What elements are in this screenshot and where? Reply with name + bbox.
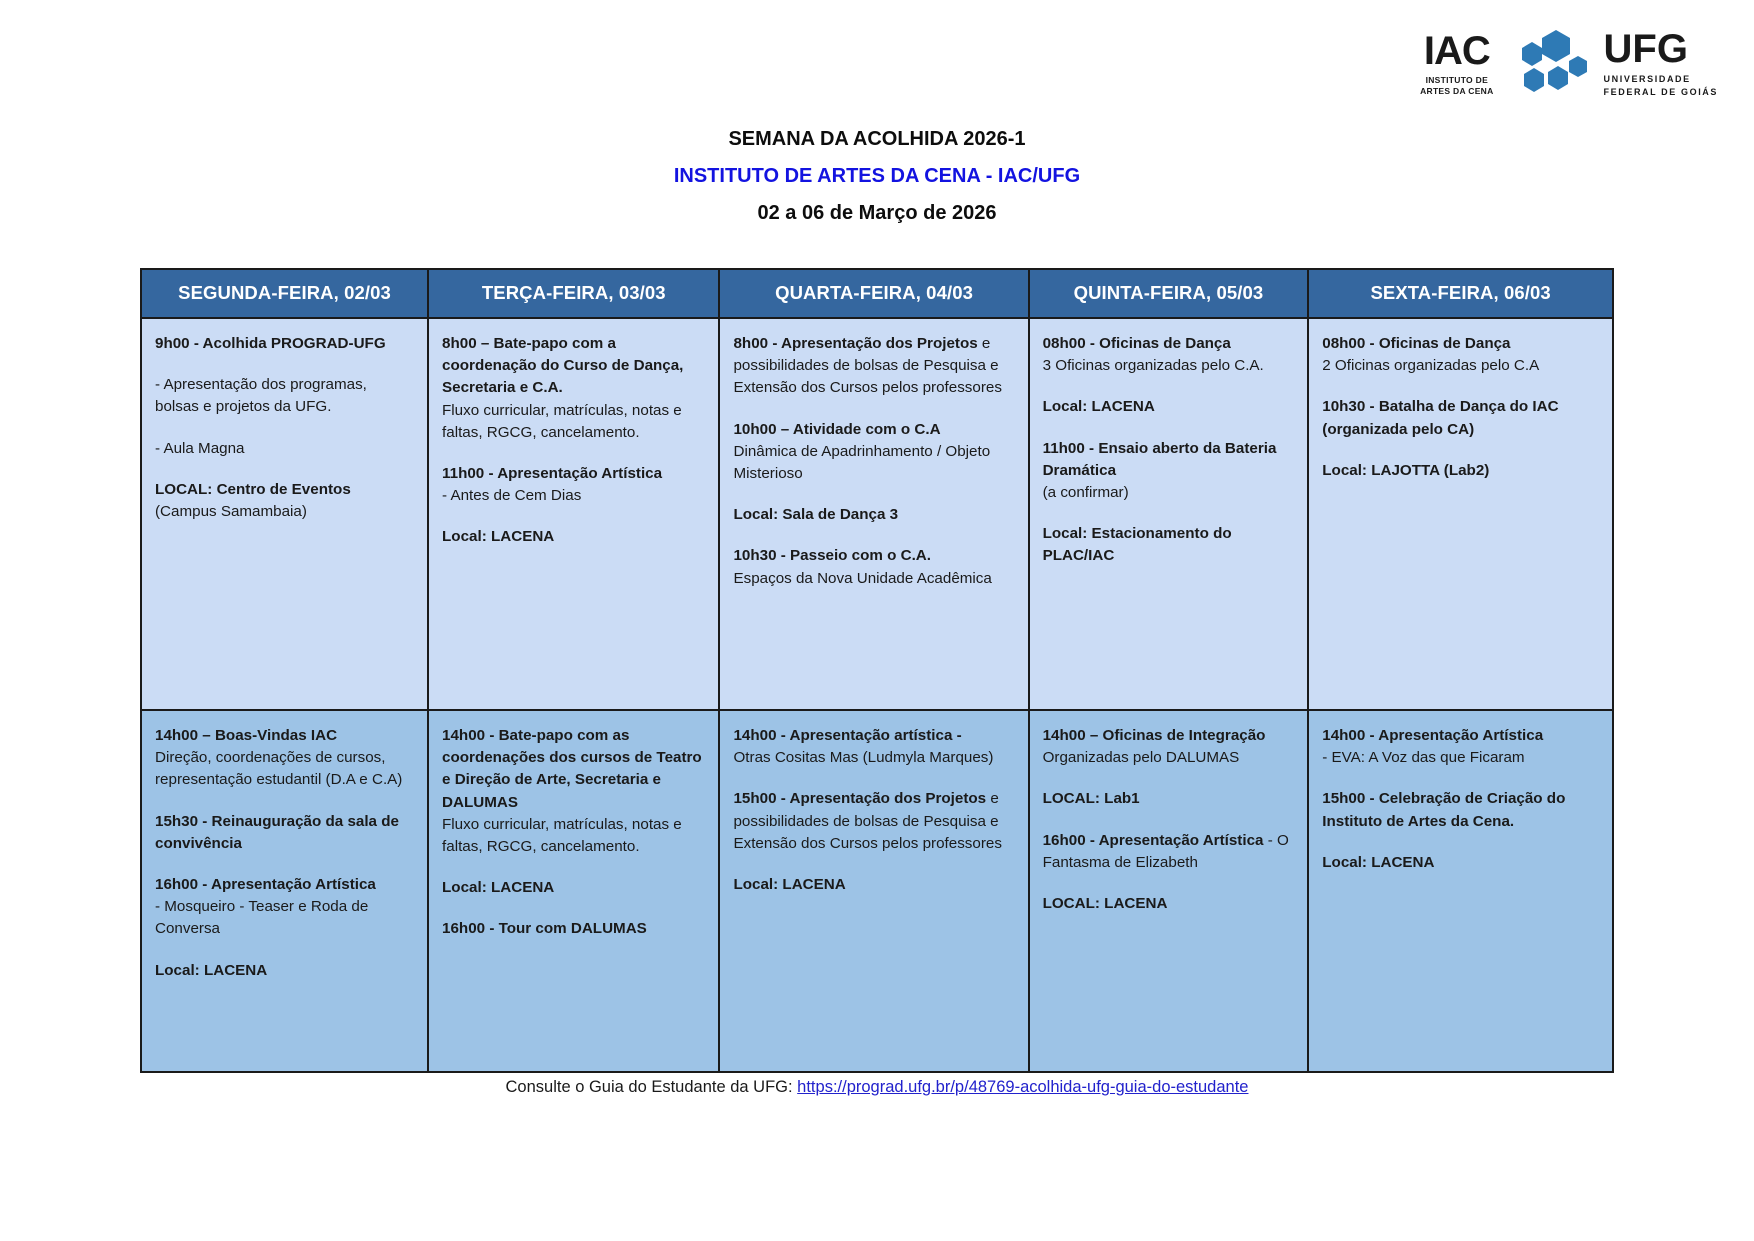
entry-detail: Otras Cositas Mas (Ludmyla Marques) [733,749,994,767]
entry-detail: (Campus Samambaia) [155,502,307,520]
entry-detail: - EVA: A Voz das que Ficaram [1322,749,1525,767]
entry-title: Local: LACENA [1322,853,1435,871]
schedule-entry [1043,523,1295,567]
cell-tuesday-morning [428,318,719,710]
schedule-entry [442,918,705,940]
schedule-entry [155,438,414,460]
entry-detail: Espaços da Nova Unidade Acadêmica [733,569,992,587]
schedule-entry [442,333,705,444]
schedule-entry [1322,852,1599,874]
cell-thursday-morning [1029,318,1309,710]
entry-detail: (a confirmar) [1042,483,1129,501]
page-subtitle-institute: INSTITUTO DE ARTES DA CENA - IAC/UFG [673,165,1081,187]
entry-detail: 3 Oficinas organizadas pelo C.A. [1042,357,1264,375]
schedule-entry [733,419,1014,486]
entry-detail: Organizadas pelo DALUMAS [1042,749,1240,767]
entry-title: LOCAL: Centro de Eventos [155,480,351,498]
schedule-entry [733,333,1014,400]
schedule-entry [1043,830,1295,874]
footer-text: Consulte o Guia do Estudante da UFG: [505,1078,798,1096]
schedule-entry [1043,333,1295,377]
entry-title: 11h00 - Ensaio aberto da Bateria Dramática [1042,439,1277,479]
schedule-entry [1322,460,1599,482]
iac-logo [1420,28,1494,96]
day-header-friday: SEXTA-FEIRA, 06/03 [1308,269,1613,318]
cell-wednesday-morning [719,318,1028,710]
entry-title: 08h00 - Oficinas de Dança [1322,335,1511,352]
entry-title: Local: Sala de Dança 3 [733,506,899,524]
schedule-entry [1043,396,1295,418]
schedule-entry [442,526,705,548]
schedule-entry [442,877,705,899]
cell-monday-morning [141,318,428,710]
schedule-entry [442,463,705,507]
header-logos [1420,28,1718,99]
entry-title: 14h00 – Oficinas de Integração [1042,727,1266,744]
entry-title: Local: LACENA [442,879,555,897]
iac-logo-subtitle-line2: ARTES DA CENA [1420,85,1494,96]
entry-title: 10h30 - Batalha de Dança do IAC (organizada pelo CA) [1322,398,1559,438]
entry-title: 14h00 - Apresentação artística - [733,727,962,744]
entry-title: 16h00 - Apresentação Artística [1042,831,1264,849]
entry-title: 10h00 – Atividade com o C.A [733,420,941,438]
entry-title: 16h00 - Apresentação Artística [155,875,376,893]
entry-detail: Direção, coordenações de cursos, representação estudantil (D.A e C.A) [155,749,403,789]
entry-title: Local: LACENA [155,961,268,979]
page-title: SEMANA DA ACOLHIDA 2026-1 [728,128,1026,150]
schedule-entry [155,333,414,355]
schedule-row-morning [141,318,1613,710]
entry-title: 14h00 - Bate-papo com as coordenações dos cursos de Teatro e Direção de Arte, Secretaria e DALUMAS [442,727,702,811]
page-title-block [0,128,1754,225]
entry-title: Local: LACENA [733,875,846,893]
schedule-entry [155,374,414,418]
entry-title: 8h00 - Apresentação dos Projetos [733,335,978,352]
iac-logo-subtitle [1420,75,1493,96]
entry-detail: 2 Oficinas organizadas pelo C.A [1322,357,1540,375]
ufg-logo-subtitle-line2: FEDERAL DE GOIÁS [1603,86,1718,97]
entry-detail: - Mosqueiro - Teaser e Roda de Conversa [155,898,369,938]
schedule-entry [733,504,1014,526]
entry-title: LOCAL: Lab1 [1042,790,1140,808]
cell-friday-afternoon [1308,710,1613,1072]
entry-title: 14h00 – Boas-Vindas IAC [155,727,338,744]
ufg-logo [1516,28,1718,99]
entry-detail: - O Fantasma de Elizabeth [1042,831,1289,871]
entry-detail: Fluxo curricular, matrículas, notas e faltas, RGCG, cancelamento. [442,815,682,855]
cell-monday-afternoon [141,710,428,1072]
schedule-header-row [141,269,1613,318]
schedule-entry [155,479,414,523]
entry-detail: - Apresentação dos programas, bolsas e projetos da UFG. [155,376,367,416]
schedule-entry [1043,893,1295,915]
page-subtitle-dates: 02 a 06 de Março de 2026 [757,202,997,224]
schedule-entry [733,874,1014,896]
schedule-table [140,268,1614,1073]
guia-do-estudante-link[interactable]: https://prograd.ufg.br/p/48769-acolhida-ufg-guia-do-estudante [797,1078,1249,1096]
entry-title: 8h00 – Bate-papo com a coordenação do Curso de Dança, Secretaria e C.A. [442,335,684,397]
schedule-entry [1043,438,1295,505]
day-header-monday: SEGUNDA-FEIRA, 02/03 [141,269,428,318]
schedule-entry [1322,396,1599,440]
schedule-entry [1322,725,1599,769]
schedule-entry [733,788,1014,855]
entry-title: 14h00 - Apresentação Artística [1322,727,1544,744]
schedule-entry [1322,788,1599,832]
entry-title: Local: LACENA [1042,398,1155,416]
entry-title: LOCAL: LACENA [1042,894,1168,912]
entry-detail: Fluxo curricular, matrículas, notas e faltas, RGCG, cancelamento. [442,401,682,441]
schedule-entry [155,725,414,792]
schedule-row-afternoon [141,710,1613,1072]
entry-title: 11h00 - Apresentação Artística [442,464,663,482]
entry-title: Local: LACENA [442,528,555,546]
ufg-logo-wordmark: UFG [1603,27,1688,72]
cell-friday-morning [1308,318,1613,710]
entry-detail: e possibilidades de bolsas de Pesquisa e Extensão dos Cursos pelos professores [733,790,1002,852]
footer [0,1078,1754,1097]
entry-title: 9h00 - Acolhida PROGRAD-UFG [155,335,386,352]
schedule-entry [442,725,705,858]
day-header-wednesday: QUARTA-FEIRA, 04/03 [719,269,1028,318]
cell-thursday-afternoon [1029,710,1309,1072]
day-header-tuesday: TERÇA-FEIRA, 03/03 [428,269,719,318]
entry-title: Local: Estacionamento do PLAC/IAC [1042,525,1232,565]
entry-title: 15h00 - Apresentação dos Projetos [733,790,987,808]
entry-detail: - Antes de Cem Dias [442,487,582,505]
schedule-entry [1322,333,1599,377]
schedule-entry [1043,788,1295,810]
entry-title: 15h00 - Celebração de Criação do Instituto de Artes da Cena. [1322,790,1566,830]
iac-logo-wordmark: IAC [1423,28,1490,73]
schedule-entry [155,811,414,855]
entry-detail: Dinâmica de Apadrinhamento / Objeto Misterioso [733,442,991,482]
schedule-entry [155,960,414,982]
entry-title: 08h00 - Oficinas de Dança [1042,335,1231,352]
iac-logo-subtitle-line1: INSTITUTO DE [1425,74,1489,85]
entry-title: Local: LAJOTTA (Lab2) [1322,461,1490,479]
ufg-logo-subtitle [1604,73,1718,97]
cell-wednesday-afternoon [719,710,1028,1072]
ufg-hexagon-icon [1516,28,1594,99]
ufg-logo-text [1604,29,1718,97]
cell-tuesday-afternoon [428,710,719,1072]
entry-title: 15h30 - Reinauguração da sala de convivência [155,812,399,852]
entry-detail: e possibilidades de bolsas de Pesquisa e Extensão dos Cursos pelos professores [733,335,1002,397]
entry-title: 10h30 - Passeio com o C.A. [733,547,931,565]
ufg-logo-subtitle-line1: UNIVERSIDADE [1603,74,1691,85]
entry-detail: - Aula Magna [155,439,245,457]
schedule-entry [1043,725,1295,769]
day-header-thursday: QUINTA-FEIRA, 05/03 [1029,269,1309,318]
entry-title: 16h00 - Tour com DALUMAS [442,920,647,938]
schedule-entry [733,725,1014,769]
schedule-table-container [140,268,1614,1073]
schedule-entry [155,874,414,941]
schedule-entry [733,545,1014,589]
